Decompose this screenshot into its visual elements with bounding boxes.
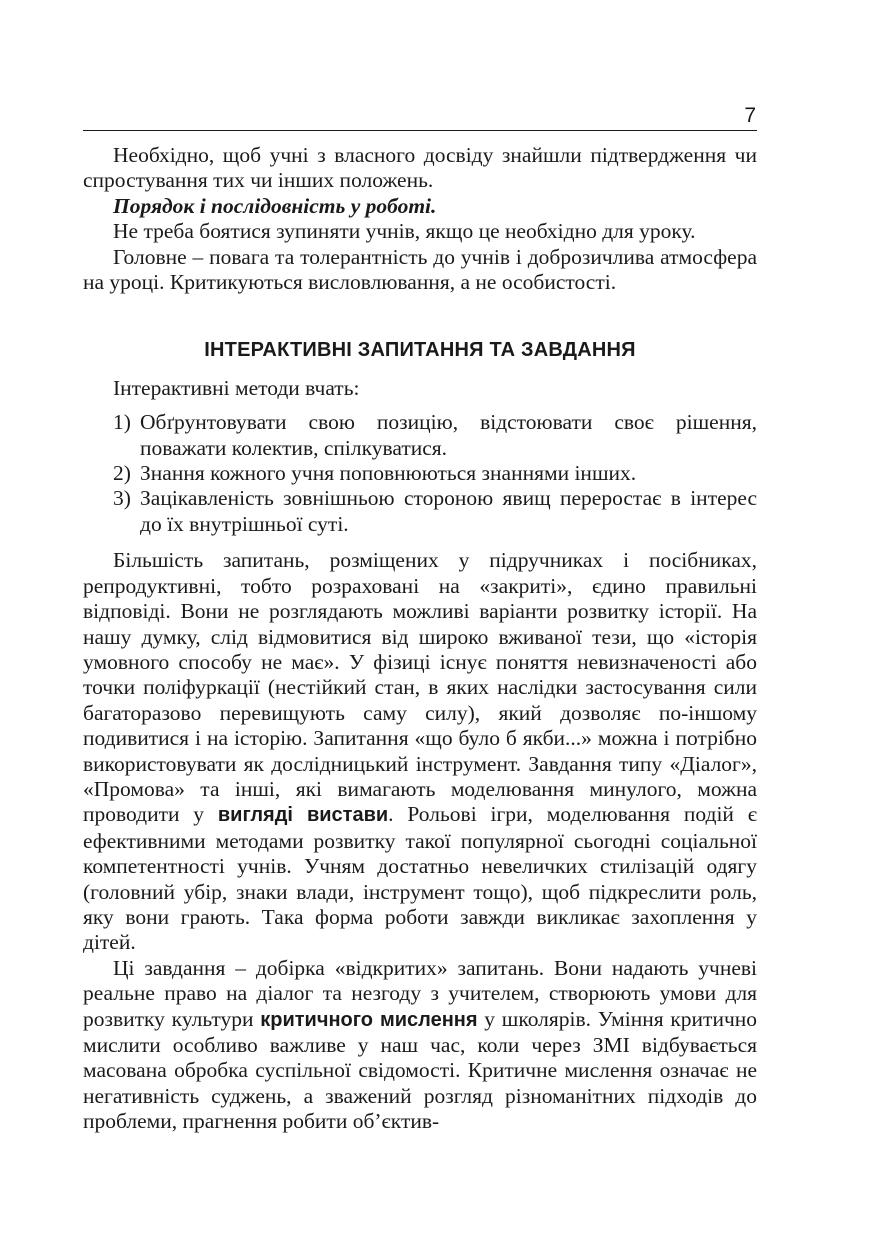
- page-number: 7: [744, 104, 756, 127]
- list-item-text: Обґрунтовувати свою позицію, відстоювати своє рішення, поважати колектив, спілкуватися.: [140, 410, 757, 460]
- section-heading: ІНТЕРАКТИВНІ ЗАПИТАННЯ ТА ЗАВДАННЯ: [204, 339, 636, 362]
- list-item-text: Знання кожного учня поповнюються знаннями інших.: [140, 461, 637, 486]
- intro-paragraph-1: Необхідно, щоб учні з власного досвіду знайшли підтвердження чи спростування тих чи інших положень.: [83, 143, 757, 193]
- list-item: [83, 461, 757, 486]
- page-body: [83, 143, 757, 1135]
- list-item: [83, 486, 757, 537]
- body-paragraph-5-text-b: у школярів. Уміння критично мислити особливо важливе у наш час, коли через ЗМІ відбувається масована обробка суспільної свідомості. Критичне мислення означає не негативність суджень, а зважений розгляд різноманітних підходів до проблеми, прагнення робити об’єктив-: [83, 1006, 758, 1134]
- list-item-number: 3): [113, 486, 131, 511]
- emphasis-text: вигляді вистави: [217, 804, 389, 827]
- body-paragraph-4-text-a: Більшість запитань, розміщених у підручниках і посібниках, репродуктивні, тобто розраховані на «закриті», єдино правильні відповіді. Вони не розглядають можливі варіанти розвитку історії. На нашу думку, слід відмовитися від широко вживаної тези, що «історія умовного способу не має». У фізиці існує поняття невизначеності або точки поліфуркації (нестійкий стан, в яких наслідки застосування сили багаторазово перевищують саму силу), який дозволяє по-іншому подивитися і на історію. Запитання «що було б якби...» можна і потрібно використовувати як дослідницький інструмент. Завдання типу «Діалог», «Промова» та інші, які вимагають моделювання минулого, можна проводити у: [83, 548, 757, 827]
- body-paragraph-4-text-b: . Рольові ігри, моделювання подій є ефективними методами розвитку такої популярної сьогодні соціальної компетентності учнів. Учням достатньо невеличких стилізацій одягу (головний убір, знаки влади, інструмент тощо), щоб підкреслити роль, яку вони грають. Така форма роботи завжди викликає захоплення у дітей.: [83, 802, 757, 955]
- emphasis-text: критичного мислення: [260, 1008, 478, 1031]
- intro-paragraph-3: Головне – повага та толерантність до учнів і доброзичлива атмосфера на уроці. Критикуються висловлювання, а не особистості.: [83, 244, 757, 295]
- body-paragraph-5: [83, 956, 757, 1135]
- list-item-text: Зацікавленість зовнішньою стороною явищ переростає в інтерес до їх внутрішньої суті.: [140, 486, 757, 536]
- list-item-number: 1): [113, 410, 131, 435]
- header-rule: [83, 130, 757, 131]
- numbered-list: [83, 410, 757, 537]
- section-lead: Інтерактивні методи вчать:: [113, 375, 360, 400]
- body-paragraph-4: [83, 548, 757, 956]
- intro-paragraph-2: Не треба боятися зупиняти учнів, якщо це необхідно для уроку.: [113, 219, 696, 244]
- list-item-number: 2): [113, 461, 131, 486]
- intro-subhead: Порядок і послідовність у роботі.: [113, 193, 437, 218]
- body-paragraph-5-text-a: Ці завдання – добірка «відкритих» запитань. Вони надають учневі реальне право на діалог та незгоду з учителем, створюють умови для розвитку культури: [83, 955, 757, 1031]
- list-item: [83, 410, 757, 461]
